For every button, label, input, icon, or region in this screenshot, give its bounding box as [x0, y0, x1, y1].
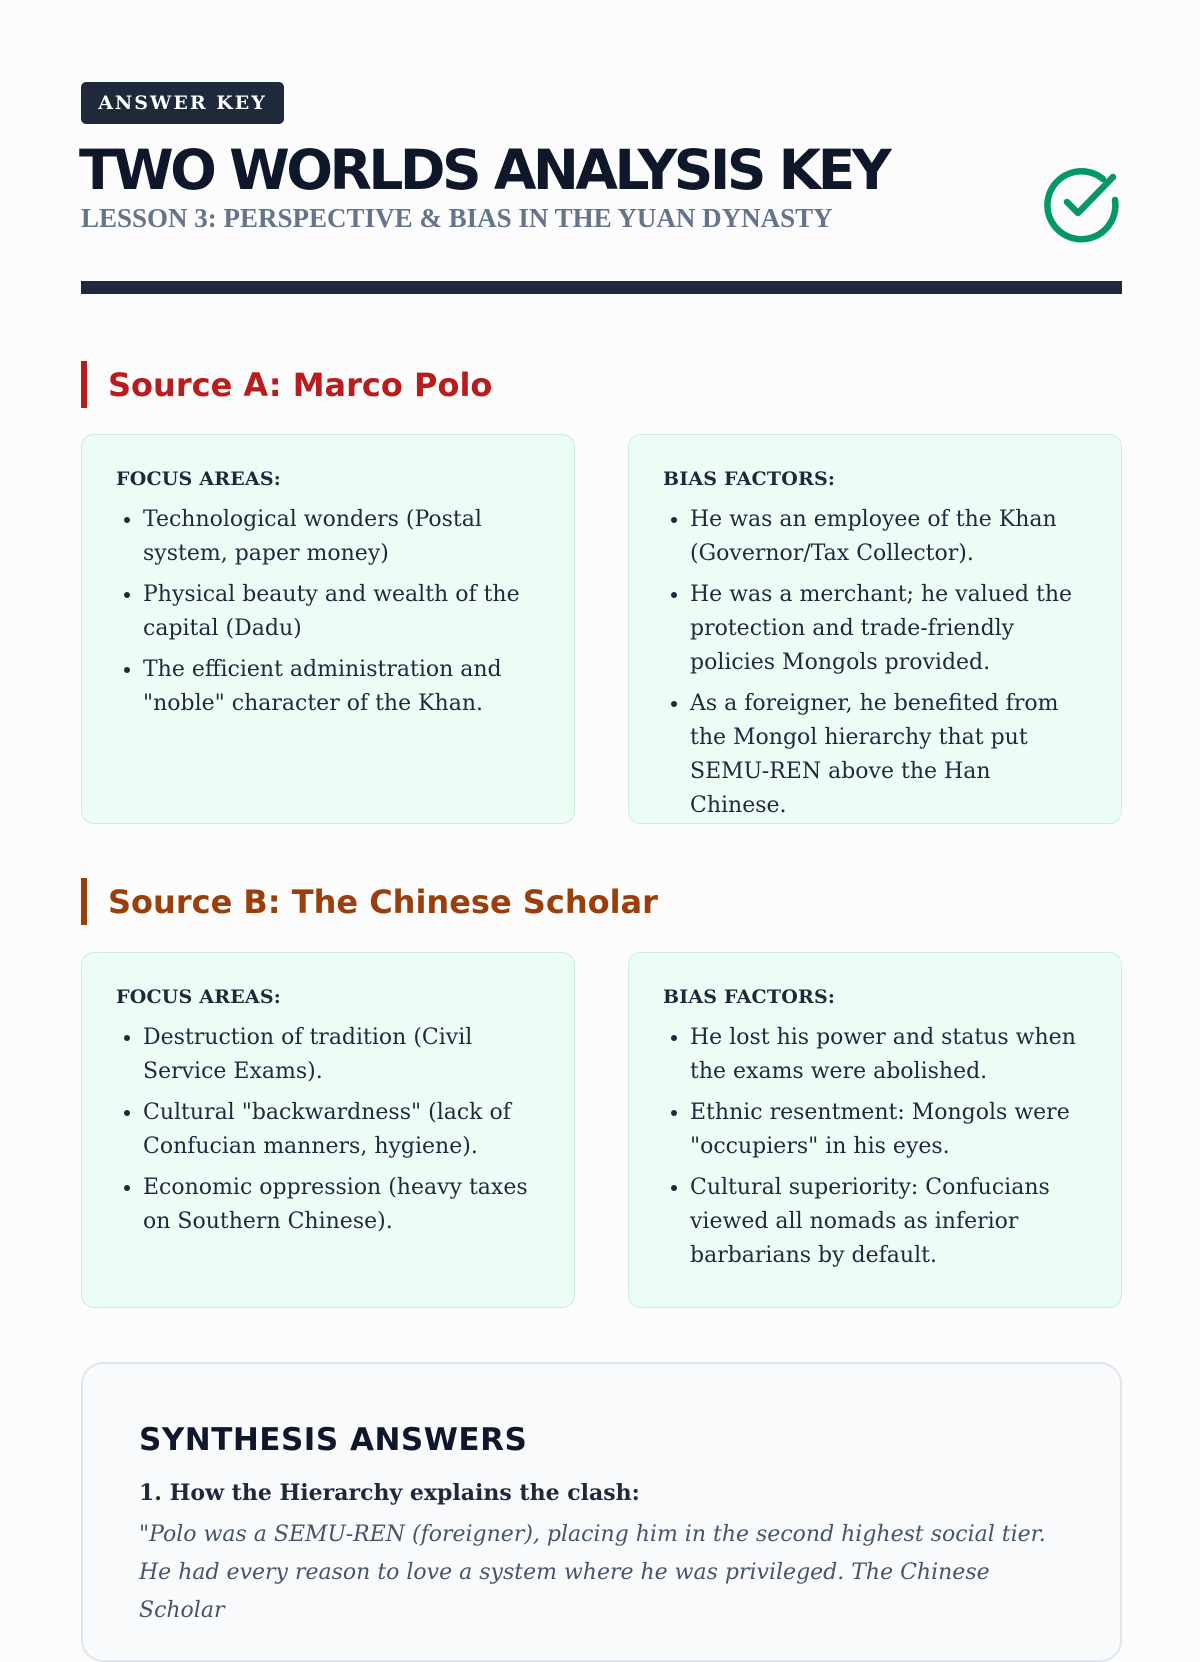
list-item: • The efficient administration and "noble" character of the Khan. [143, 652, 542, 721]
bias-factors-list [663, 502, 1089, 823]
list-item: • Destruction of tradition (Civil Service Exams). [143, 1020, 542, 1089]
list-item: • He was a merchant; he valued the protection and trade-friendly policies Mongols provided. [690, 577, 1089, 680]
source-a-heading: Source A: Marco Polo [81, 361, 492, 408]
synthesis-panel [81, 1362, 1122, 1662]
bias-factors-label: BIAS FACTORS: [663, 986, 836, 1008]
list-item: • Economic oppression (heavy taxes on Southern Chinese). [143, 1170, 542, 1239]
page-title: TWO WORLDS ANALYSIS KEY [79, 138, 889, 202]
synthesis-answer-1: "Polo was a SEMU-REN (foreigner), placing him in the second highest social tier. He had every reason to love a system where he was privileged. The Chinese Scholar [139, 1522, 1046, 1623]
focus-areas-label: FOCUS AREAS: [116, 468, 281, 490]
list-item: • Cultural superiority: Confucians viewed all nomads as inferior barbarians by default. [690, 1170, 1089, 1273]
list-item: • Technological wonders (Postal system, paper money) [143, 502, 542, 571]
bias-factors-label: BIAS FACTORS: [663, 468, 836, 490]
source-a-focus-card [81, 434, 575, 824]
focus-areas-list [116, 1020, 542, 1239]
list-item: • Ethnic resentment: Mongols were "occupiers" in his eyes. [690, 1095, 1089, 1164]
list-item: • He was an employee of the Khan (Governor/Tax Collector). [690, 502, 1089, 571]
source-b-focus-card [81, 952, 575, 1308]
source-b-bias-card [628, 952, 1122, 1308]
focus-areas-list [116, 502, 542, 721]
list-item: • Cultural "backwardness" (lack of Confucian manners, hygiene). [143, 1095, 542, 1164]
source-b-heading: Source B: The Chinese Scholar [81, 878, 658, 925]
synthesis-heading: SYNTHESIS ANSWERS [139, 1422, 528, 1458]
list-item: • He lost his power and status when the exams were abolished. [690, 1020, 1089, 1089]
focus-areas-label: FOCUS AREAS: [116, 986, 281, 1008]
check-circle-icon [1040, 162, 1122, 244]
source-a-bias-card [628, 434, 1122, 824]
bias-factors-list [663, 1020, 1089, 1273]
header-divider [81, 281, 1122, 294]
answer-key-badge: ANSWER KEY [81, 82, 284, 124]
list-item: • Physical beauty and wealth of the capital (Dadu) [143, 577, 542, 646]
synthesis-question-1: 1. How the Hierarchy explains the clash: [139, 1480, 640, 1506]
lesson-subtitle: LESSON 3: PERSPECTIVE & BIAS IN THE YUAN DYNASTY [81, 203, 833, 233]
list-item: • As a foreigner, he benefited from the Mongol hierarchy that put SEMU-REN above the Han Chinese. [690, 686, 1089, 823]
